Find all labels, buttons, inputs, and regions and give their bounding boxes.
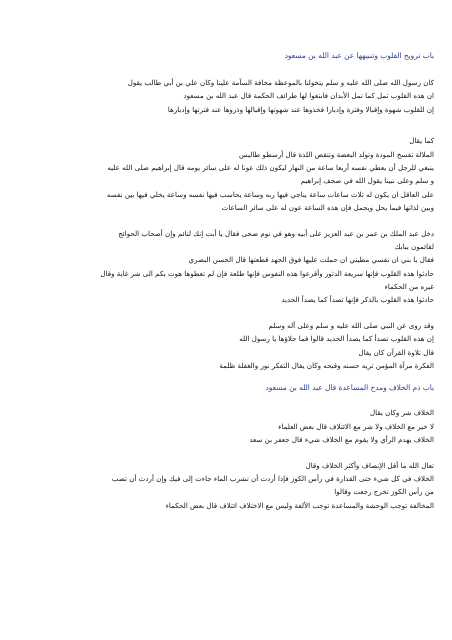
section-heading-refreshing-hearts: باب ترويح القلوب وتنبيهها عن عبد الله بن مسعود [284, 51, 434, 60]
text-line: الخلاف يهدم الرأي ولا يقوم مع الخلاف شيء قال جعفر بن سعد [249, 435, 434, 445]
section-heading-disagreement: باب ذم الخلاف ومدح المساعدة قال عبد الله بن مسعود [265, 383, 434, 393]
text-line: الفكرة مرآة المؤمن تريه حسنه وقبحه وكان يقال التفكر نور والغفلة ظلمة [219, 361, 434, 371]
paragraph-3 [18, 227, 434, 307]
text-line: دخل عبد الملك بن عمر بن عبد العزيز على أبيه وهو في نوم ضحى فقال يا أبت إنك لنائم وإن أصحاب الحوائج [118, 228, 434, 238]
text-line: فقال يا بني ان نفسي مطيتي ان حملت عليها فوق الجهد قطعتها قال الحسن البصري [188, 255, 434, 265]
text-line: ان هذه القلوب تمل كما تمل الأبدان فابتغوا لها طرائف الحكمة قال عبد الله بن مسعود [183, 91, 434, 101]
text-line: و سلم وعلى نبينا يقول الله في صحف إبراهيم [300, 176, 434, 186]
text-line: المخالفة توجب الوحشة والمساعدة توجب الألفة وليس مع الاختلاف ائتلاف قال بعض الحكماء [165, 500, 434, 510]
text-line: الملالة تفسخ المودة وتولد البغضة وتنقص اللذة قال أرسطو طاليس [239, 149, 434, 159]
text-line: تعال الله ما أقل الإنصاف وأكثر الخلاف وقال [305, 460, 434, 470]
page-content [18, 50, 434, 512]
text-line: ينبغي للرجل أن يعطي نفسه أربعا ساعة من النهار ليكون ذلك عونا له على سائر يومه قال إبراهيم صلى الله عليه [107, 162, 434, 172]
text-line: وبين لذاتها فيما يحل ويجمل فإن هذه الساعة عون له على سائر الساعات [221, 203, 434, 213]
text-line: كان رسول الله صلى الله عليه و سلم يتخولنا بالموعظة مخافة السآمة علينا وكان علي بن أبي طالب يقول [127, 78, 434, 87]
paragraph-1 [18, 76, 434, 116]
text-line: لقائمون ببابك [394, 241, 434, 251]
text-line: لا خير مع الخلاف ولا شر مع الائتلاف قال بعض العلماء [278, 421, 434, 431]
text-line: حادثوا هذه القلوب فإنها سريعة الدثور وأقرعوا هذه النفوس فإنها طلعة فإن لم تعطوها هوت بكم الى شر غاية وقال [100, 268, 434, 278]
text-line: قال تلاوة القرآن كان يقال [358, 347, 434, 357]
text-line: وقد روى عن النبي صلى الله عليه و سلم وعلى آله وسلم [268, 320, 434, 330]
text-line: كما يقال [409, 136, 434, 146]
text-line: الخلاف في كل شيء حتى القذارة في رأس الكوز فإذا أردت أن تشرب الماء جاءت إلى فيك وإن أردت أن تصب [111, 473, 434, 483]
text-line: على العاقل ان يكون له ثلاث ساعات ساعة يناجي فيها ربه وساعة يحاسب فيها نفسه وساعة يخلي فيها بين نفسه [106, 189, 434, 199]
paragraph-5 [18, 406, 434, 446]
text-line: الخلاف شر وكان يقال [370, 408, 434, 418]
text-line: إن للقلوب شهوة وإقبالا وفترة وإدبارا فخذوها عند شهوتها وإقبالها وذروها عند فترتها وإدبارها [167, 104, 434, 114]
text-line: غيره من الحكماء [384, 282, 434, 292]
paragraph-6 [18, 459, 434, 513]
text-line: حادثوا هذه القلوب بالذكر فإنها تصدأ كما يصدأ الحديد [281, 295, 434, 305]
paragraph-4 [18, 319, 434, 373]
text-line: من رأس الكوز تخرج رجعت وقالوا [334, 487, 434, 497]
text-line: إن هذه القلوب تصدأ كما يصدأ الحديد قالوا فما جلاؤها يا رسول الله [239, 334, 434, 344]
paragraph-2 [18, 134, 434, 214]
